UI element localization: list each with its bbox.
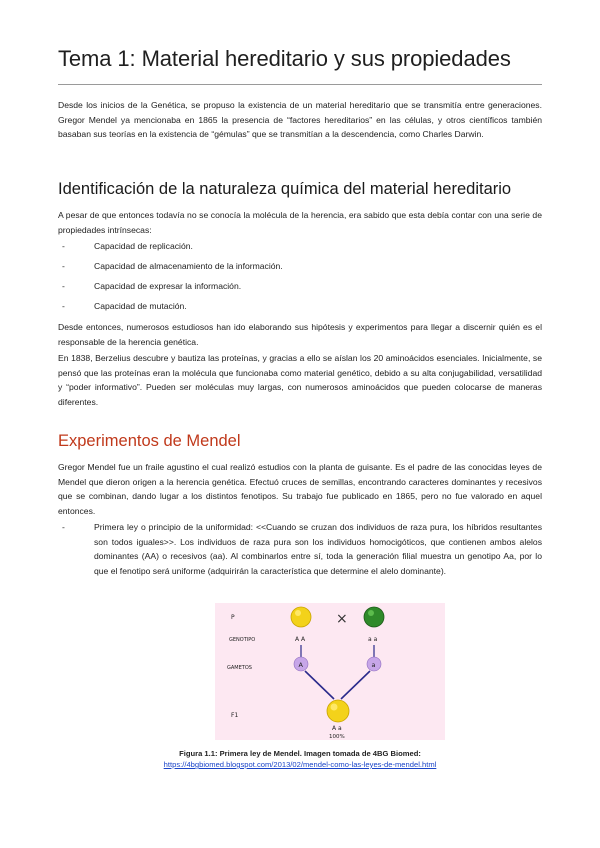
pea-highlight (295, 610, 301, 616)
arrow-line (305, 671, 334, 699)
section1-paragraph-3 (58, 351, 542, 409)
mendel-text: Gregor Mendel fue un fraile agustino el cual realizó estudios con la planta de guisante. Es el padre de las conocidas leyes de Mendel que dieron origen a la herencia genética. Efectuó cruces de semillas, encontrando caracteres dominantes y recesivos que se combinan, dando lugar a los distintos fenotipos. Su trabajo fue publicado en 1865, pero no fue valorado en aquel entonces. (58, 462, 542, 516)
list-item: - Capacidad de replicación. (58, 236, 542, 256)
pea-highlight (331, 704, 338, 711)
list-item: - Capacidad de expresar la información. (58, 276, 542, 296)
pea-highlight (368, 610, 374, 616)
section-heading-mendel: Experimentos de Mendel (58, 432, 241, 450)
page-title: Tema 1: Material hereditario y sus propiedades (58, 46, 511, 71)
parent-yellow-pea (291, 607, 311, 627)
mendel-cross-figure (215, 603, 445, 740)
list-item-first-law: - Primera ley o principio de la uniformidad: <<Cuando se cruzan dos individuos de raza pura, los híbridos resultantes son todos iguales>>. Los individuos de raza pura son los individuos homocigóticos, que contienen ambos alelos dominantes (AA) o recesivos (aa). Al combinarlos entre sí, toda la generación filial muestra un genotipo Aa, por lo que el fenotipo será uniforme (adquirirán la característica que determine el alelo dominante). (58, 520, 542, 578)
section1-paragraph: Desde entonces, numerosos estudiosos han ido elaborando sus hipótesis y experimentos para llegar a discernir quién es el responsable de la herencia genética. (58, 322, 542, 347)
list-item: - Capacidad de almacenamiento de la información. (58, 256, 542, 276)
f1-percent: 100% (329, 734, 345, 740)
caption-text: Figura 1.1: Primera ley de Mendel. Imagen tomada de 4BG Biomed: (179, 749, 421, 758)
title-divider (58, 84, 542, 85)
row-label-genotipo: GENOTIPO (229, 637, 256, 643)
intro-paragraph (58, 98, 542, 142)
parent-green-pea (364, 607, 384, 627)
section1-paragraph-2 (58, 320, 542, 349)
gamete-left-label: A (298, 661, 303, 669)
gamete-right-label: a (371, 661, 376, 669)
figure-caption (58, 748, 542, 770)
section1-paragraph: En 1838, Berzelius descubre y bautiza las proteínas, y gracias a ello se aíslan los 20 aminoácidos esenciales. Inicialmente, se pensó que las proteínas eran la molécula que funcionaba como material genético, debido a su alta conjugabilidad, versatilidad y “poder informativo”. Pueden ser moléculas muy largas, con numerosos aminoácidos que pueden colocarse de maneras diferentes. (58, 353, 542, 407)
section-heading-chemical-nature: Identificación de la naturaleza química del material hereditario (58, 180, 512, 198)
properties-list (58, 236, 542, 316)
list-item: - Capacidad de mutación. (58, 296, 542, 316)
row-label-p: P (231, 614, 235, 621)
section1-intro (58, 208, 542, 237)
caption-link[interactable]: https://4bgbiomed.blogspot.com/2013/02/mendel-como-las-leyes-de-mendel.html (163, 760, 437, 769)
f1-yellow-pea (327, 700, 349, 722)
mendel-paragraph (58, 460, 542, 518)
cross-symbol: × (336, 611, 348, 627)
arrow-line (341, 671, 370, 699)
section1-paragraph: A pesar de que entonces todavía no se conocía la molécula de la herencia, era sabido que esta debía contar con una serie de propiedades intrínsecas: (58, 210, 542, 235)
f1-genotype: A a (332, 725, 342, 732)
row-label-f1: F1 (231, 712, 239, 719)
row-label-gametos: GAMETOS (227, 665, 252, 671)
genotype-right: a a (368, 636, 378, 643)
intro-text: Desde los inicios de la Genética, se propuso la existencia de un material hereditario que se transmitía entre generaciones. Gregor Mendel ya mencionaba en 1865 la presencia de “factores hereditarios” en las células, y otros científicos también basaban sus teorías en la existencia de “gémulas” que se transmitían a la descendencia, como Charles Darwin. (58, 100, 542, 140)
mendel-laws-list (58, 520, 542, 578)
genotype-left: A A (295, 636, 306, 643)
mendel-diagram (215, 603, 445, 740)
